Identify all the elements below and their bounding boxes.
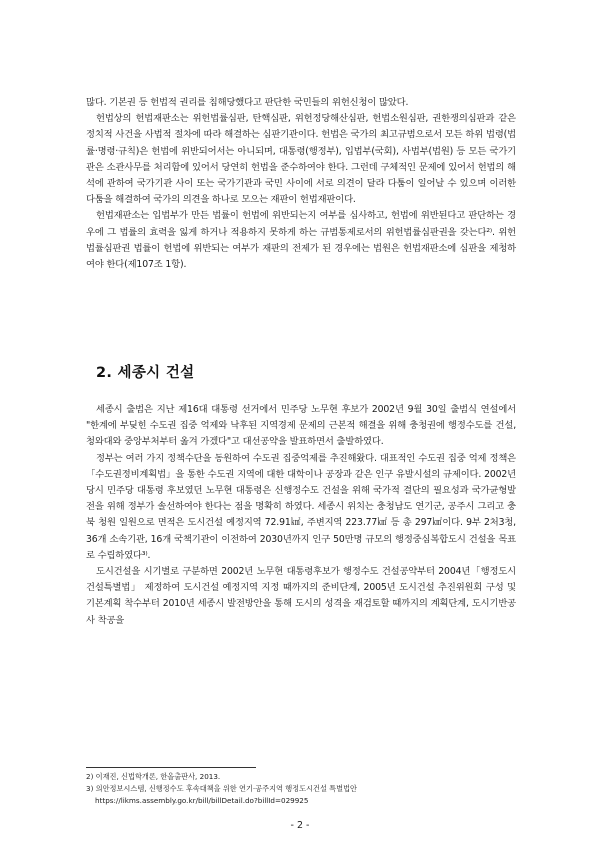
footnotes [86,771,526,808]
footnote-3-url: https://likms.assembly.go.kr/bill/billDetail.do?billId=029925 [95,796,309,806]
section-1-body [86,95,516,273]
paragraph: 세종시 출범은 지난 제16대 대통령 선거에서 민주당 노무현 후보가 2002년 9월 30일 출범식 연설에서 "한계에 부딪힌 수도권 집중 억제와 낙후된 지역경제 문제의 근본적 해결을 위해 충청권에 행정수도를 건설, 청와대와 중앙부처부터 옮겨 가겠다"고 대선공약을 발표하면서 출발하였다. [86,404,516,448]
footnote-divider [86,767,256,768]
paragraph: 헌법상의 헌법재판소는 위헌법률심판, 탄핵심판, 위헌정당해산심판, 헌법소원심판, 권한쟁의심판과 같은 정치적 사건을 사법적 절차에 따라 해결하는 심판기관이다. 헌법은 국가의 최고규범으로서 모든 하위 법령(법률·명령·규칙)은 헌법에 위반되어서는 아니되며, 대통령(행정부), 입법부(국회), 사법부(법원) 등 모든 국가기관은 소관사무를 처리함에 있어서 당연히 헌법을 준수하여야 한다. 그런데 구체적인 문제에 있어서 헌법의 해석에 관하여 국가기관 사이 또는 국가기관과 국민 사이에 서로 의견이 달라 다툼이 일어날 수 있으며 이러한 다툼을 해결하여 국가의 의견을 하나로 모으는 재판이 헌법재판이다. [86,113,516,206]
paragraph: 헌법재판소는 입법부가 만든 법률이 헌법에 위반되는지 여부를 심사하고, 헌법에 위반된다고 판단하는 경우에 그 법률의 효력을 잃게 하거나 적용하지 못하게 하는 규범통제로서의 위헌법률심판권을 갖는다²⁾. 위헌법률심판권 법률이 헌법에 위반되는 여부가 재판의 전제가 된 경우에는 법원은 헌법재판소에 심판을 제청하여야 한다(제107조 1항). [86,210,516,271]
paragraph: 많다. 기본권 등 헌법적 권리를 침해당했다고 판단한 국민들의 위헌신청이 많았다. [86,97,409,108]
paragraph: 정부는 여러 가지 정책수단을 동원하여 수도권 집중억제를 추진해왔다. 대표적인 수도권 집중 억제 정책은 「수도권정비계획법」을 통한 수도권 지역에 대한 대학이나 공장과 같은 인구 유발시설의 규제이다. 2002년 당시 민주당 대통령 후보였던 노무현 대통령은 신행정수도 건설을 위해 국가적 결단의 필요성과 국가균형발전을 위해 정부가 솔선하여야 한다는 점을 명확히 하였다. 세종시 위치는 충청남도 연기군, 공주시 그리고 충북 청원 일원으로 면적은 도시건설 예정지역 72.91㎢, 주변지역 223.77㎢ 등 총 297㎢이다. 9부 2처3청, 36개 소속기관, 16개 국책기관이 이전하여 2030년까지 인구 50만명 규모의 행정중심복합도시 건설을 목표로 수립하였다³⁾. [86,452,516,561]
section-2-body [86,402,516,629]
footnote-3: 3) 의안정보시스템, 신행정수도 후속대책을 위한 연기·공주지역 행정도시건설 특별법안 [86,784,357,794]
paragraph: 도시건설을 시기별로 구분하면 2002년 노무현 대통령후보가 행정수도 건설공약부터 2004년「행정도시 건설특별법」 제정하여 도시건설 예정지역 지정 때까지의 준비단계, 2005년 도시건설 추진위원회 구성 및 기본계획 착수부터 2010년 세종시 발전방안을 통해 도시의 성격을 재검토할 때까지의 계획단계, 도시기반공사 착공을 [86,566,516,626]
section-heading: 2. 세종시 건설 [96,365,195,381]
footnote-2: 2) 이재진, 신법학개론, 한올출판사, 2013. [86,772,221,781]
page-number: - 2 - [290,820,310,831]
